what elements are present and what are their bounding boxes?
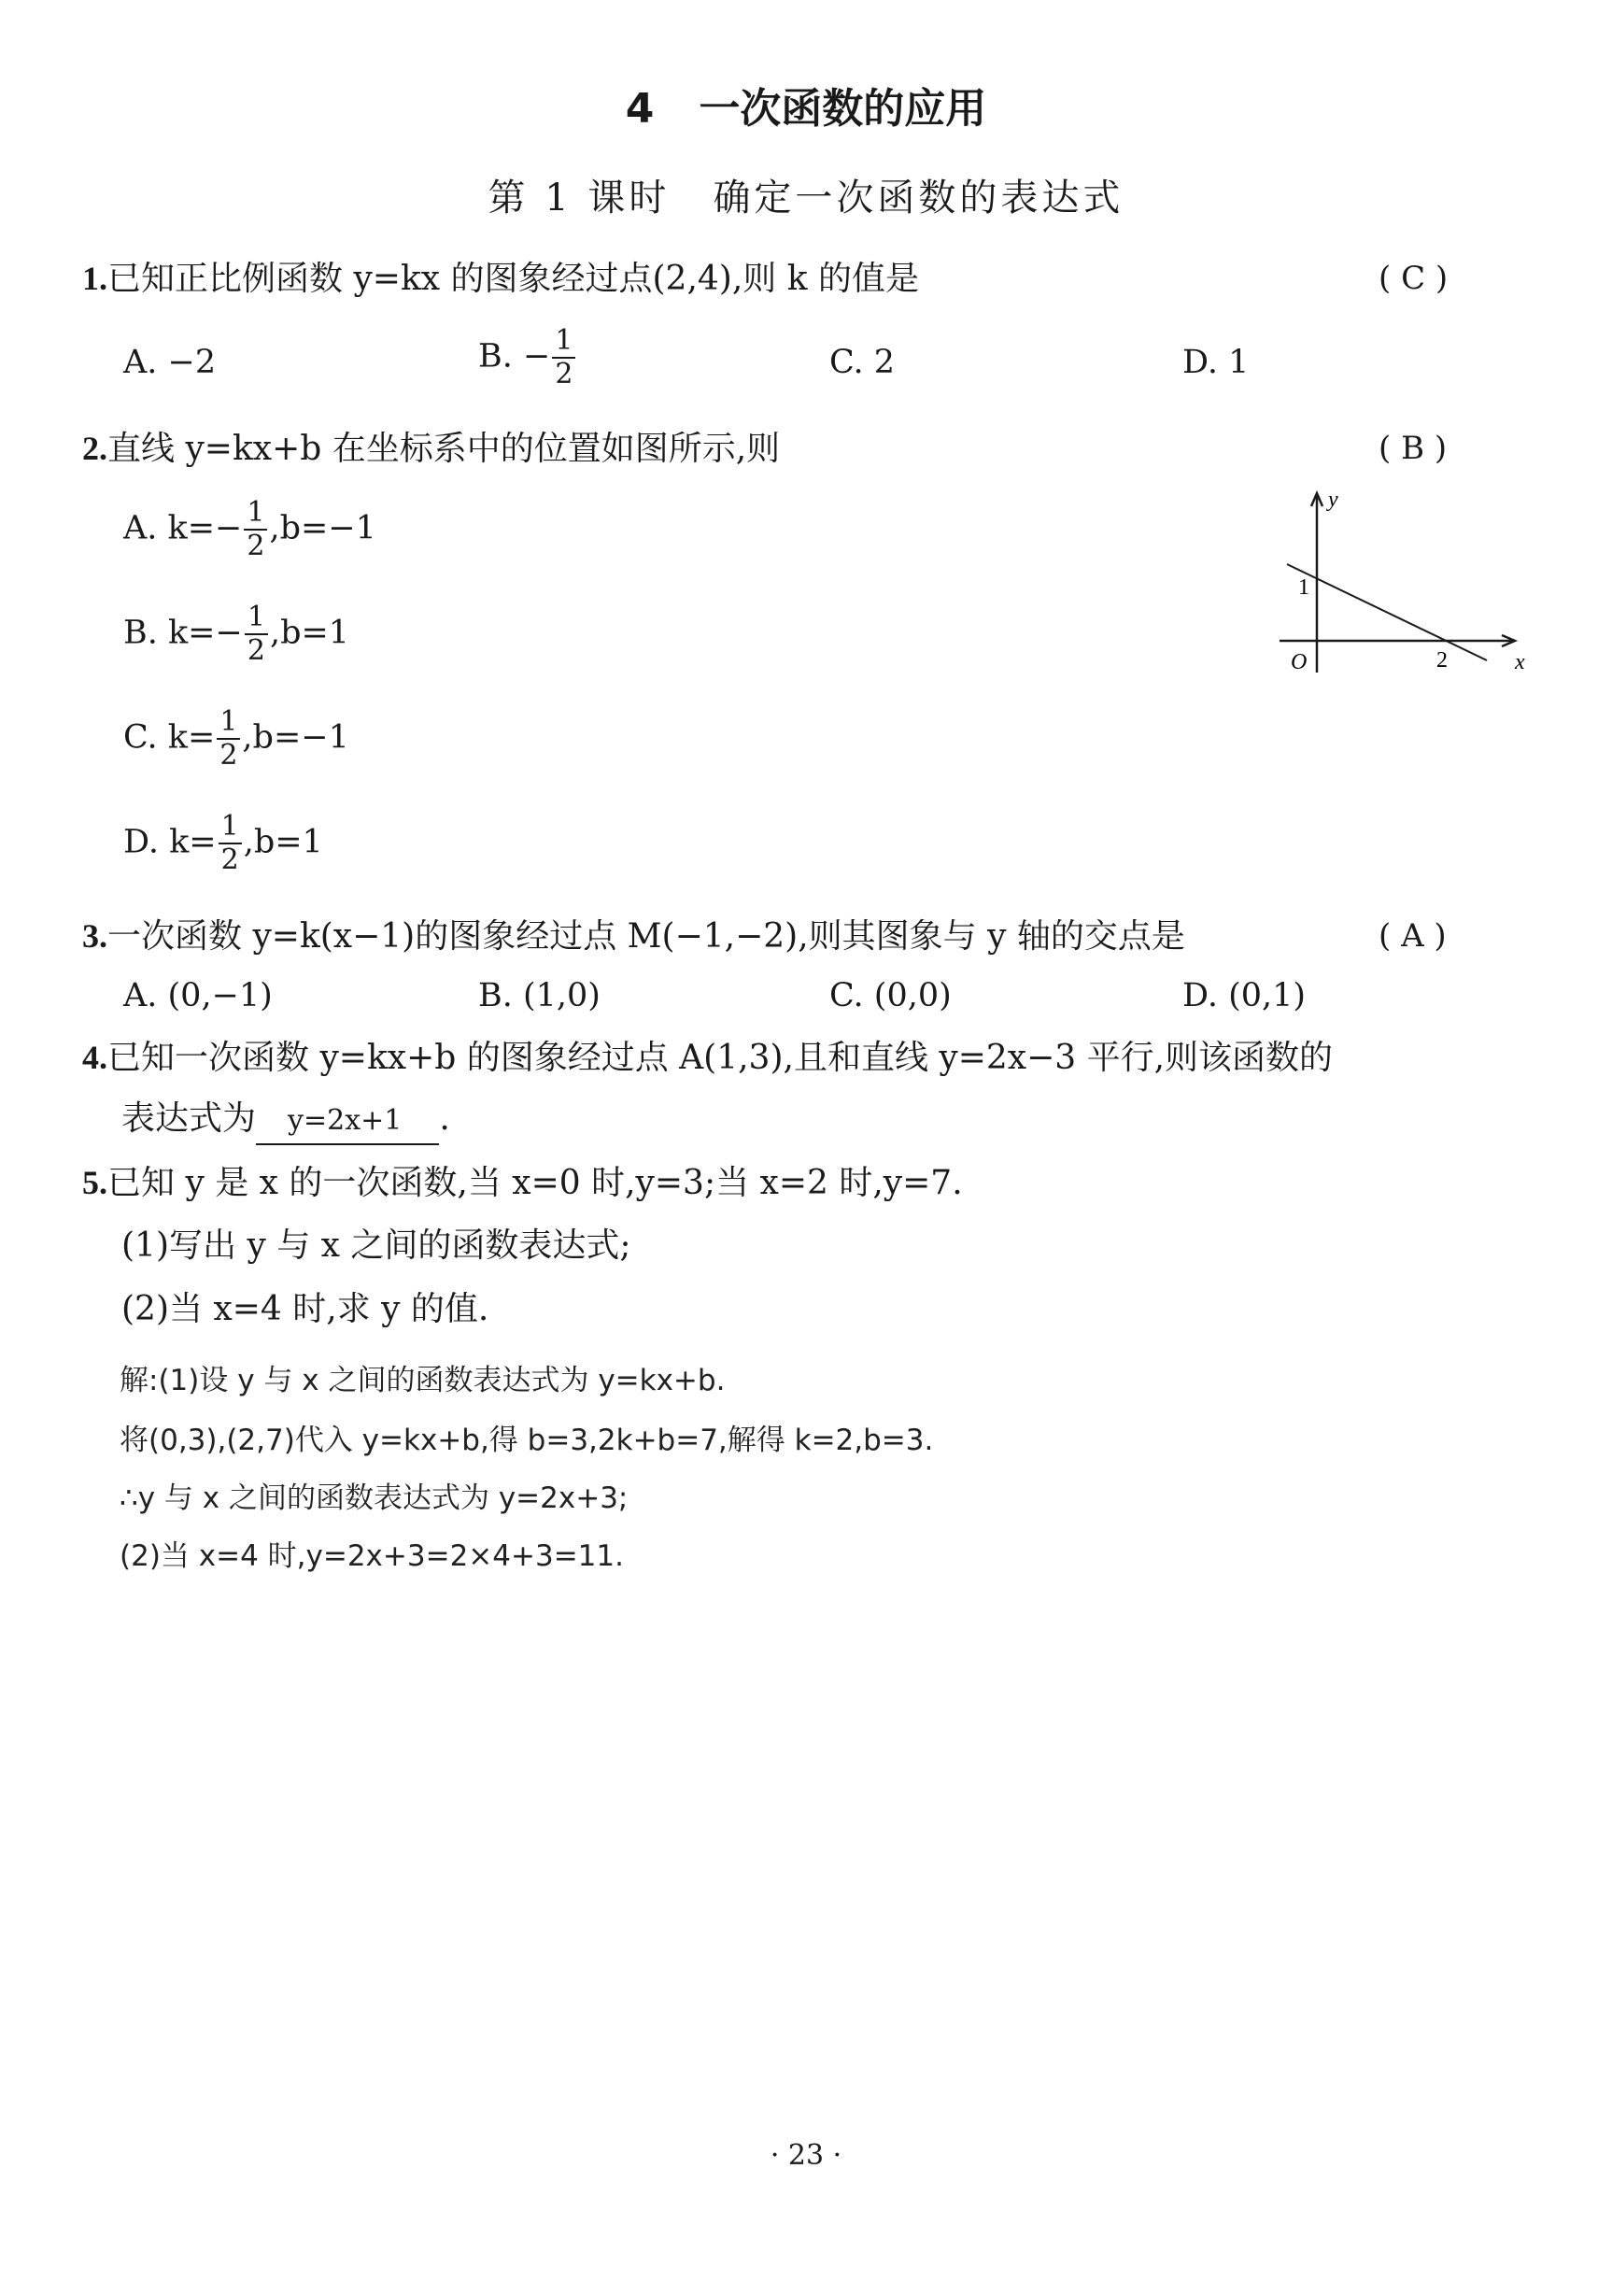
question-1-answer: ( C ): [1379, 260, 1449, 297]
fraction: [552, 325, 575, 390]
fraction-denominator: 2: [219, 739, 238, 772]
question-3-option-c: C. (0,0): [829, 977, 952, 1014]
option-tail: ,b=1: [269, 614, 350, 652]
solution-line-3: ∴y 与 x 之间的函数表达式为 y=2x+3;: [120, 1481, 629, 1515]
option-label: B. k=−: [123, 614, 243, 652]
question-4-stem: [82, 1037, 1333, 1079]
section-heading: [0, 75, 1612, 135]
question-5-part-2: (2)当 x=4 时,求 y 的值.: [121, 1290, 489, 1328]
question-text: 已知一次函数 y=kx+b 的图象经过点 A(1,3),且和直线 y=2x−3 平行,则该函数的: [107, 1039, 1334, 1077]
question-2-stem: [82, 428, 780, 470]
question-2-option-a: [123, 497, 376, 562]
lesson-heading: [0, 168, 1612, 221]
fraction: [245, 602, 268, 667]
question-2-answer: ( B ): [1379, 430, 1448, 467]
question-4-continuation: [121, 1098, 450, 1145]
question-2-option-b: [123, 602, 349, 667]
fraction-numerator: 1: [245, 602, 268, 635]
y-intercept-label: 1: [1298, 575, 1309, 600]
sentence-end: .: [439, 1099, 450, 1138]
option-label: D. k=: [123, 823, 217, 861]
option-tail: ,b=−1: [242, 718, 349, 757]
section-title: 一次函数的应用: [699, 85, 987, 133]
lesson-title: 确定一次函数的表达式: [713, 177, 1124, 220]
fraction-denominator: 2: [555, 358, 573, 390]
fraction-denominator: 2: [247, 530, 265, 562]
solution-line-2: 将(0,3),(2,7)代入 y=kx+b,得 b=3,2k+b=7,解得 k=2,b=3.: [120, 1424, 934, 1457]
fraction-numerator: 1: [219, 811, 242, 844]
fraction-denominator: 2: [247, 634, 265, 667]
question-text: 已知 y 是 x 的一次函数,当 x=0 时,y=3;当 x=2 时,y=7.: [107, 1164, 963, 1202]
question-1-option-a: A. −2: [123, 344, 217, 381]
question-text: 直线 y=kx+b 在坐标系中的位置如图所示,则: [107, 430, 781, 468]
y-axis-label: y: [1328, 488, 1338, 512]
question-3-option-a: A. (0,−1): [123, 977, 273, 1014]
question-text-2: 表达式为: [121, 1099, 257, 1138]
question-2-option-c: [123, 706, 349, 772]
question-1-stem: [82, 258, 919, 300]
option-label: B. −: [478, 337, 551, 376]
question-text: 已知正比例函数 y=kx 的图象经过点(2,4),则 k 的值是: [107, 260, 919, 298]
question-1-option-d: D. 1: [1182, 344, 1250, 381]
question-text: 一次函数 y=k(x−1)的图象经过点 M(−1,−2),则其图象与 y 轴的交点是: [107, 917, 1185, 956]
question-2-graph: [1270, 486, 1532, 691]
question-3-stem: [82, 915, 1185, 957]
fraction: [219, 811, 242, 876]
option-label: A. k=−: [123, 509, 243, 547]
answer-blank: y=2x+1: [256, 1100, 439, 1145]
solution-line-1: 解:(1)设 y 与 x 之间的函数表达式为 y=kx+b.: [120, 1364, 726, 1397]
option-label: C. k=: [123, 718, 216, 757]
fraction-numerator: 1: [244, 497, 267, 531]
x-axis-label: x: [1515, 650, 1525, 674]
question-number: 5.: [82, 1164, 107, 1201]
question-5-stem: [82, 1162, 963, 1204]
fraction: [244, 497, 267, 562]
fraction-denominator: 2: [220, 843, 239, 876]
question-number: 1.: [82, 260, 107, 297]
fraction-numerator: 1: [552, 325, 575, 359]
question-1-option-b: [478, 325, 577, 390]
x-intercept-label: 2: [1436, 648, 1448, 673]
origin-label: O: [1291, 650, 1308, 674]
question-number: 2.: [82, 430, 107, 467]
lesson-number: 第 1 课时: [488, 177, 671, 220]
question-2-option-d: [123, 811, 323, 876]
page-number: · 23 ·: [770, 2139, 842, 2172]
option-tail: ,b=−1: [269, 509, 376, 547]
question-number: 4.: [82, 1039, 107, 1076]
solution-line-4: (2)当 x=4 时,y=2x+3=2×4+3=11.: [120, 1539, 624, 1573]
option-tail: ,b=1: [243, 823, 323, 861]
fraction: [217, 706, 240, 772]
question-1-option-c: C. 2: [829, 344, 896, 381]
question-5-part-1: (1)写出 y 与 x 之间的函数表达式;: [121, 1226, 631, 1265]
question-3-option-b: B. (1,0): [478, 977, 601, 1014]
fraction-numerator: 1: [217, 706, 240, 740]
question-3-option-d: D. (0,1): [1182, 977, 1307, 1014]
question-number: 3.: [82, 917, 107, 955]
question-3-answer: ( A ): [1379, 917, 1447, 955]
section-number: 4: [625, 85, 655, 133]
